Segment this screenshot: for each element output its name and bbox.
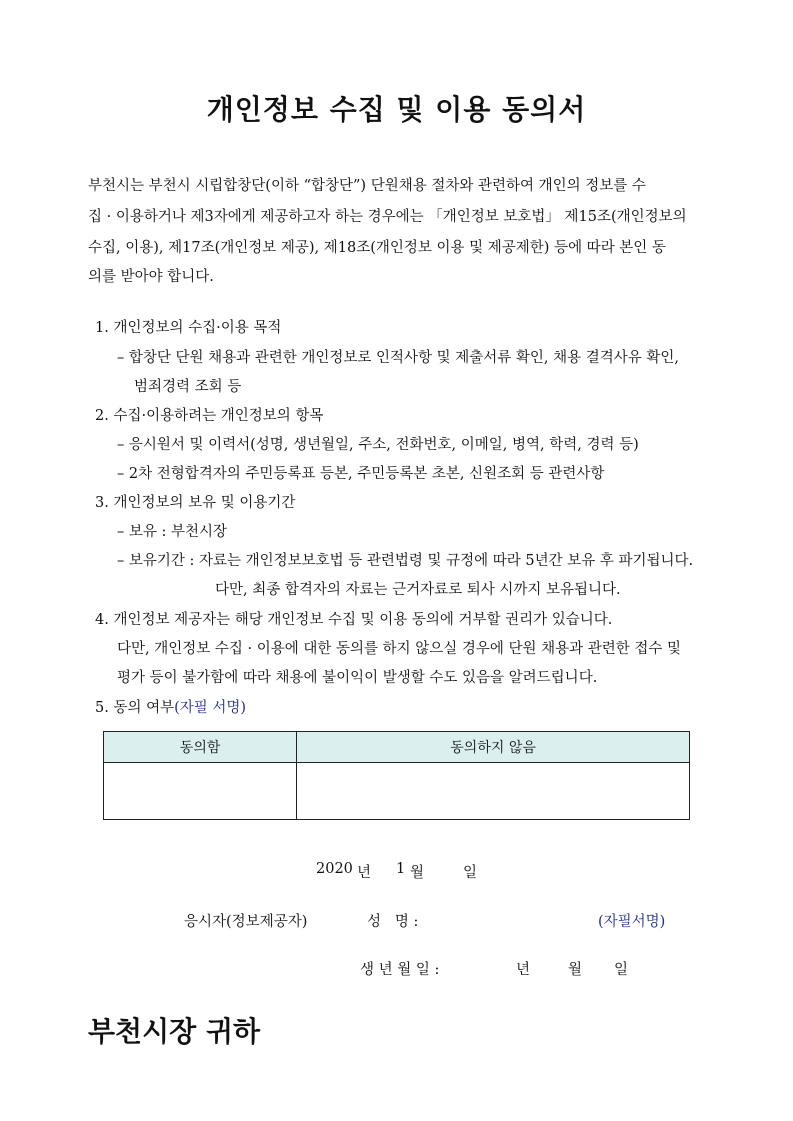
section-3-item: 다만, 최종 합격자의 자료는 근거자료로 퇴사 시까지 보유됩니다. — [215, 582, 621, 598]
birth-year-unit: 년 — [516, 962, 531, 978]
section-3-item: – 보유기간 : 자료는 개인정보보호법 등 관련법령 및 규정에 따라 5년간 보유 후 파기됩니다. — [117, 553, 694, 569]
disagree-signature-cell[interactable] — [297, 763, 690, 820]
consent-label: 5. 동의 여부 — [95, 700, 175, 716]
col-agree-header: 동의함 — [104, 732, 297, 763]
intro-line-4: 의를 받아야 합니다. — [88, 269, 214, 285]
section-3-item: – 보유 : 부천시장 — [117, 524, 228, 540]
section-2-item: – 2차 전형합격자의 주민등록표 등본, 주민등록본 초본, 신원조회 등 관련사항 — [117, 466, 605, 482]
signature-note: (자필서명) — [598, 914, 666, 930]
name-label: 성 명 : — [367, 914, 419, 930]
intro-line-3: 수집, 이용), 제17조(개인정보 제공), 제18조(개인정보 이용 및 제공제한) 등에 따라 본인 동 — [88, 240, 666, 256]
birth-month-unit: 월 — [568, 962, 583, 978]
birth-day-unit: 일 — [614, 962, 629, 978]
section-1-item: 범죄경력 조회 등 — [134, 379, 242, 395]
section-1-item: – 합창단 단원 채용과 관련한 개인정보로 인적사항 및 제출서류 확인, 채용 결격사유 확인, — [117, 350, 680, 366]
section-2-item: – 응시원서 및 이력서(성명, 생년월일, 주소, 전화번호, 이메일, 병역, 학력, 경력 등) — [117, 437, 639, 453]
section-4-heading: 4. 개인정보 제공자는 해당 개인정보 수집 및 이용 동의에 거부할 권리가 있습니다. — [95, 612, 613, 628]
section-4-item: 평가 등이 불가함에 따라 채용에 불이익이 발생할 수도 있음을 알려드립니다. — [117, 670, 598, 686]
applicant-label: 응시자(정보제공자) — [184, 914, 308, 930]
date-month-unit: 월 — [410, 865, 425, 881]
intro-line-2: 집 · 이용하거나 제3자에게 제공하고자 하는 경우에는 「개인정보 보호법」 제15조(개인정보의 — [88, 209, 687, 225]
consent-table — [103, 731, 690, 820]
intro-line-1: 부천시는 부천시 시립합창단(이하 “합창단”) 단원채용 절차와 관련하여 개인의 정보를 수 — [88, 178, 646, 194]
section-1-heading: 1. 개인정보의 수집·이용 목적 — [95, 320, 282, 336]
section-3-heading: 3. 개인정보의 보유 및 이용기간 — [95, 495, 296, 511]
section-4-item: 다만, 개인정보 수집 · 이용에 대한 동의를 하지 않으실 경우에 단원 채용과 관련한 접수 및 — [117, 641, 681, 657]
agree-signature-cell[interactable] — [104, 763, 297, 820]
document-title: 개인정보 수집 및 이용 동의서 — [206, 93, 587, 126]
consent-heading — [95, 696, 246, 717]
date-year-unit: 년 — [357, 865, 372, 881]
date-month: 1 — [396, 861, 406, 877]
date-year: 2020 — [316, 861, 353, 877]
date-day-unit: 일 — [463, 865, 478, 881]
birth-label: 생 년 월 일 : — [360, 962, 440, 978]
section-2-heading: 2. 수집·이용하려는 개인정보의 항목 — [95, 408, 324, 424]
col-disagree-header: 동의하지 않음 — [297, 732, 690, 763]
consent-note: (자필 서명) — [174, 700, 247, 716]
addressee: 부천시장 귀하 — [88, 1015, 261, 1048]
